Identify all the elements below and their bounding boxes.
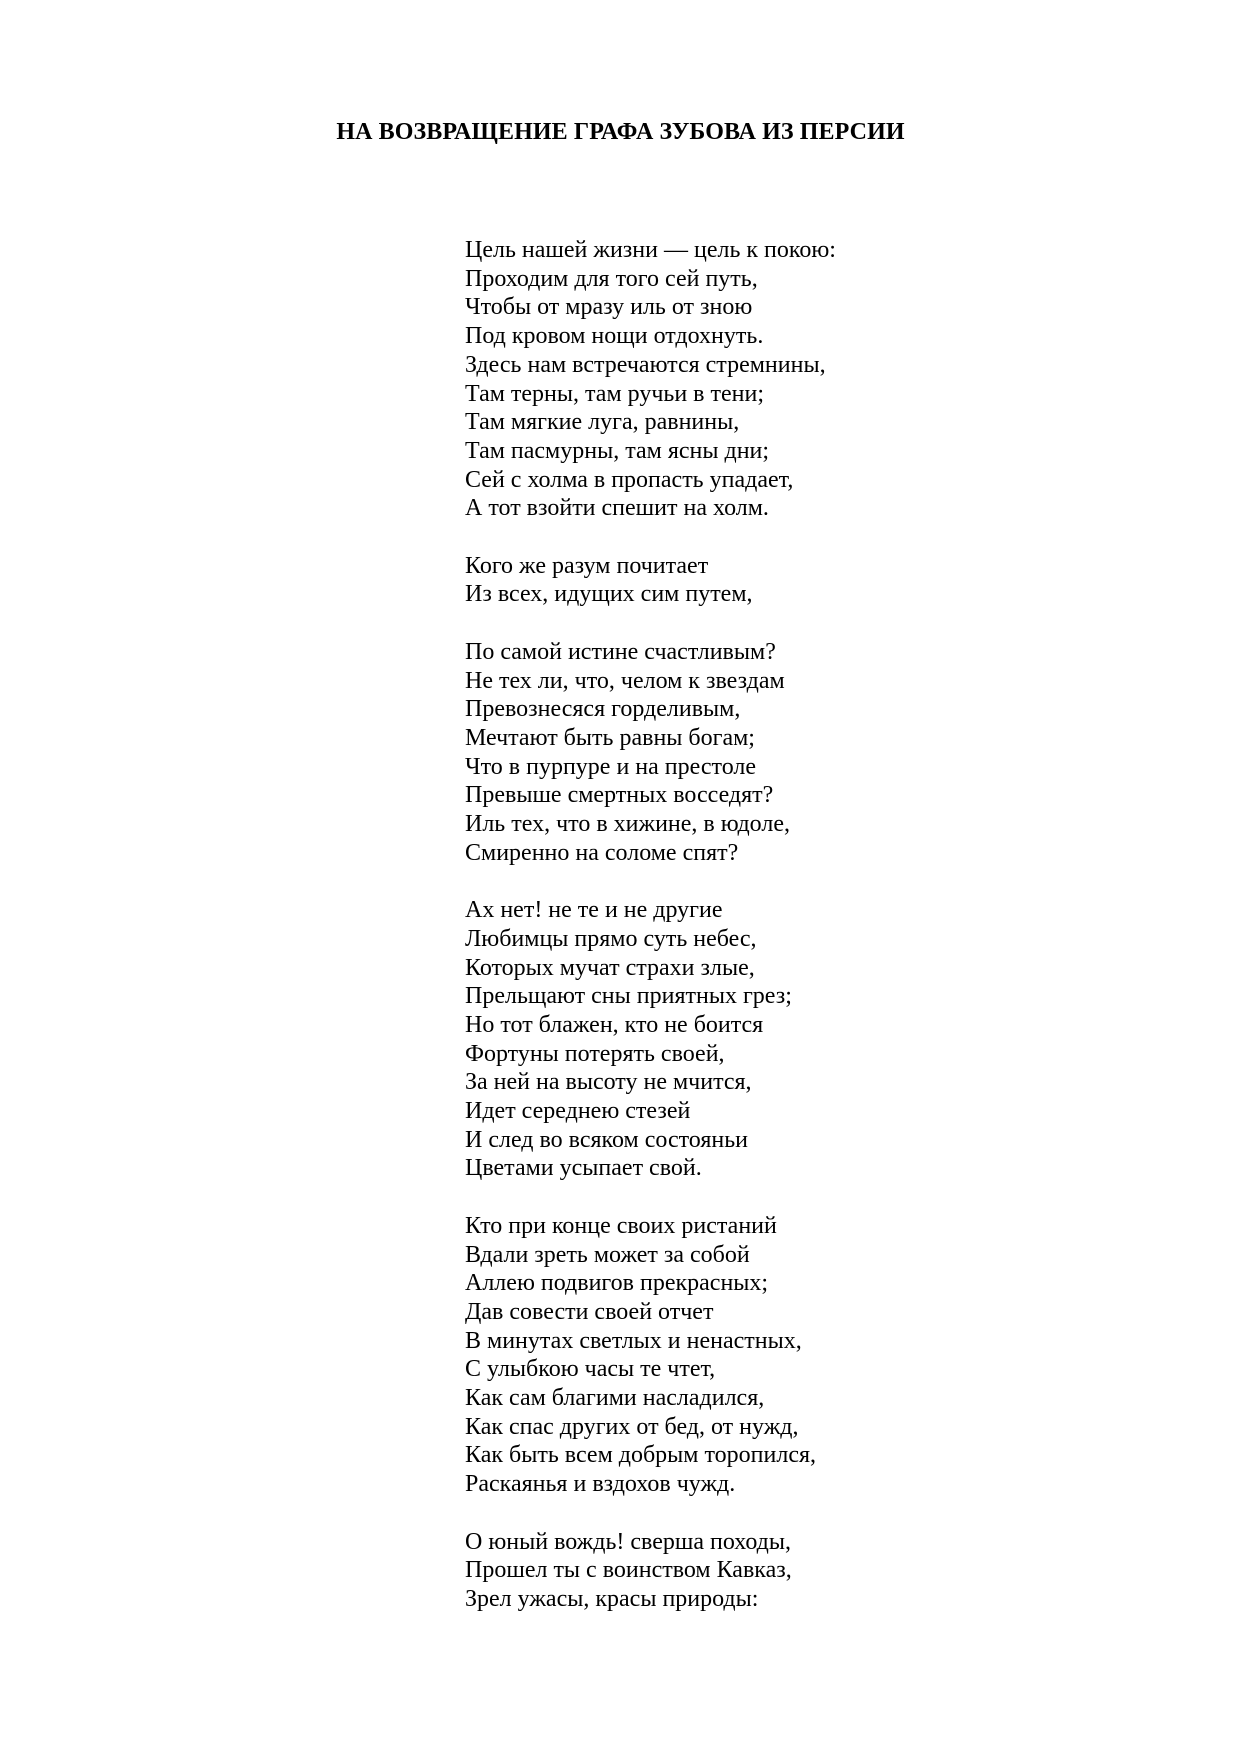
- poem-line: Как сам благими насладился,: [465, 1385, 765, 1412]
- poem-line: Идет середнею стезей: [465, 1098, 691, 1125]
- poem-line: Иль тех, что в хижине, в юдоле,: [465, 811, 790, 838]
- poem-line: Здесь нам встречаются стремнины,: [465, 351, 826, 378]
- stanza: [465, 1212, 1185, 1499]
- poem-line: Как спас других от бед, от нужд,: [465, 1413, 799, 1440]
- stanza: [465, 552, 1185, 609]
- poem-line: Из всех, идущих сим путем,: [465, 581, 753, 608]
- poem-line: Прельщают сны приятных грез;: [465, 983, 792, 1010]
- poem-line: Фортуны потерять своей,: [465, 1040, 725, 1067]
- poem-line: Дав совести своей отчет: [465, 1298, 714, 1325]
- poem-line: Сей с холма в пропасть упадает,: [465, 466, 794, 493]
- poem-line: Мечтают быть равны богам;: [465, 724, 755, 751]
- poem-line: Любимцы прямо суть небес,: [465, 925, 757, 952]
- poem-line: Чтобы от мразу иль от зною: [465, 294, 753, 321]
- poem-line: В минутах светлых и ненастных,: [465, 1327, 802, 1354]
- poem-line: Зрел ужасы, красы природы:: [465, 1585, 759, 1612]
- poem-line: По самой истине счастливым?: [465, 638, 776, 665]
- poem-line: О юный вождь! сверша походы,: [465, 1528, 791, 1555]
- poem-line: Превыше смертных восседят?: [465, 782, 774, 809]
- poem-title: НА ВОЗВРАЩЕНИЕ ГРАФА ЗУБОВА ИЗ ПЕРСИИ: [336, 119, 905, 145]
- poem-line: Не тех ли, что, челом к звездам: [465, 667, 785, 694]
- poem-line: И след во всяком состояньи: [465, 1126, 749, 1153]
- stanza: [465, 236, 1185, 523]
- poem-line: Там мягкие луга, равнины,: [465, 409, 740, 436]
- poem-line: Раскаянья и вздохов чужд.: [465, 1471, 736, 1498]
- poem-line: Ах нет! не те и не другие: [465, 897, 723, 924]
- stanza: [465, 638, 1185, 868]
- poem-line: С улыбкою часы те чтет,: [465, 1356, 716, 1383]
- poem-line: Там терны, там ручьи в тени;: [465, 380, 765, 407]
- poem-line: Но тот блажен, кто не боится: [465, 1011, 764, 1038]
- stanza: [465, 1528, 1185, 1614]
- poem-line: Вдали зреть может за собой: [465, 1241, 750, 1268]
- poem-line: Которых мучат страхи злые,: [465, 954, 755, 981]
- poem-line: Как быть всем добрым торопился,: [465, 1442, 817, 1469]
- poem-line: Кого же разум почитает: [465, 552, 709, 579]
- poem-line: Кто при конце своих ристаний: [465, 1212, 777, 1239]
- poem-line: Цветами усыпает свой.: [465, 1155, 702, 1182]
- poem-line: Проходим для того сей путь,: [465, 265, 758, 292]
- poem-line: Цель нашей жизни — цель к покою:: [465, 237, 836, 263]
- poem-line: Под кровом нощи отдохнуть.: [465, 323, 764, 350]
- poem-body: [465, 236, 1185, 1614]
- poem-line: А тот взойти спешит на холм.: [465, 495, 769, 522]
- poem-line: За ней на высоту не мчится,: [465, 1069, 752, 1096]
- poem-line: Смиренно на соломе спят?: [465, 839, 739, 866]
- stanza: [465, 896, 1185, 1183]
- poem-line: Превознесяся горделивым,: [465, 696, 741, 723]
- poem-line: Там пасмурны, там ясны дни;: [465, 437, 770, 464]
- poem-line: Что в пурпуре и на престоле: [465, 753, 757, 780]
- poem-line: Прошел ты с воинством Кавказ,: [465, 1557, 792, 1584]
- poem-line: Аллею подвигов прекрасных;: [465, 1270, 769, 1297]
